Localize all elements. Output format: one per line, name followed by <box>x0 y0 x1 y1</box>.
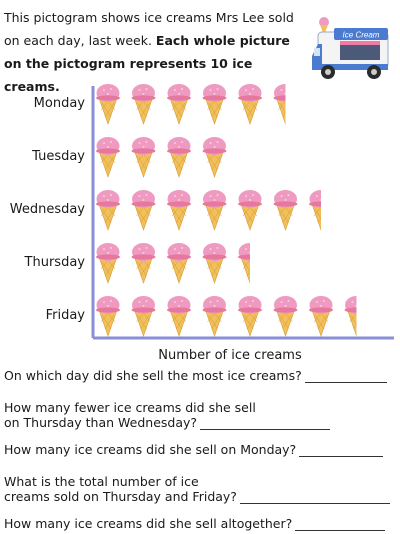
question-text: On which day did she sell the most ice creams? <box>4 368 302 383</box>
ice-cream-cone-icon <box>274 190 298 230</box>
pictogram-chart <box>0 82 400 352</box>
ice-cream-cone-icon <box>132 243 156 283</box>
ice-cream-cone-icon <box>167 84 191 124</box>
ice-cream-cone-icon <box>132 137 156 177</box>
answer-line[interactable] <box>305 370 387 383</box>
category-label-wednesday: Wednesday <box>9 202 85 217</box>
ice-cream-cone-partial-icon <box>274 84 298 124</box>
ice-cream-cone-icon <box>309 296 333 336</box>
question-text: How many ice creams did she sell altogether? <box>4 516 293 531</box>
ice-cream-cone-icon <box>238 190 262 230</box>
category-label-thursday: Thursday <box>24 255 85 270</box>
ice-cream-cone-icon <box>132 296 156 336</box>
ice-cream-cone-icon <box>167 296 191 336</box>
question-5 <box>4 516 400 531</box>
ice-cream-cone-icon <box>238 84 262 124</box>
question-3 <box>4 442 400 457</box>
intro-sentence: This pictogram shows ice creams Mrs Lee sold on each day, last week. <box>4 10 294 48</box>
question-4 <box>4 474 400 504</box>
answer-line[interactable] <box>240 491 390 504</box>
ice-cream-cone-icon <box>96 84 120 124</box>
intro-key: Each whole picture on the pictogram represents 10 ice creams. <box>4 33 290 94</box>
ice-cream-cone-icon <box>132 190 156 230</box>
category-label-tuesday: Tuesday <box>32 149 85 164</box>
question-text: What is the total number of ice <box>4 474 199 489</box>
answer-line[interactable] <box>299 444 383 457</box>
answer-line[interactable] <box>200 417 330 430</box>
ice-cream-cone-icon <box>96 137 120 177</box>
ice-cream-cone-icon <box>96 296 120 336</box>
ice-cream-cone-icon <box>167 137 191 177</box>
ice-cream-cone-icon <box>96 243 120 283</box>
ice-cream-cone-icon <box>96 190 120 230</box>
category-label-friday: Friday <box>45 308 85 323</box>
question-text: creams sold on Thursday and Friday? <box>4 489 237 504</box>
answer-line[interactable] <box>295 518 385 531</box>
ice-cream-cone-icon <box>132 84 156 124</box>
question-text: on Thursday than Wednesday? <box>4 415 198 430</box>
question-text: How many ice creams did she sell on Monday? <box>4 442 297 457</box>
ice-cream-cone-icon <box>203 296 227 336</box>
question-2 <box>4 400 400 430</box>
ice-cream-cone-partial-icon <box>238 243 262 283</box>
ice-cream-cone-partial-icon <box>309 190 333 230</box>
ice-cream-cone-icon <box>203 190 227 230</box>
truck-sign: Ice Cream <box>342 30 380 40</box>
ice-cream-cone-partial-icon <box>345 296 369 336</box>
ice-cream-cone-icon <box>203 84 227 124</box>
x-axis-label: Number of ice creams <box>158 348 302 363</box>
question-1 <box>4 368 400 383</box>
ice-cream-cone-icon <box>238 296 262 336</box>
ice-cream-cone-icon <box>274 296 298 336</box>
ice-cream-cone-icon <box>167 243 191 283</box>
ice-cream-cone-icon <box>167 190 191 230</box>
ice-cream-cone-icon <box>203 243 227 283</box>
ice-cream-truck-icon <box>310 14 396 84</box>
category-label-monday: Monday <box>33 96 85 111</box>
question-text: How many fewer ice creams did she sell <box>4 400 256 415</box>
ice-cream-cone-icon <box>203 137 227 177</box>
